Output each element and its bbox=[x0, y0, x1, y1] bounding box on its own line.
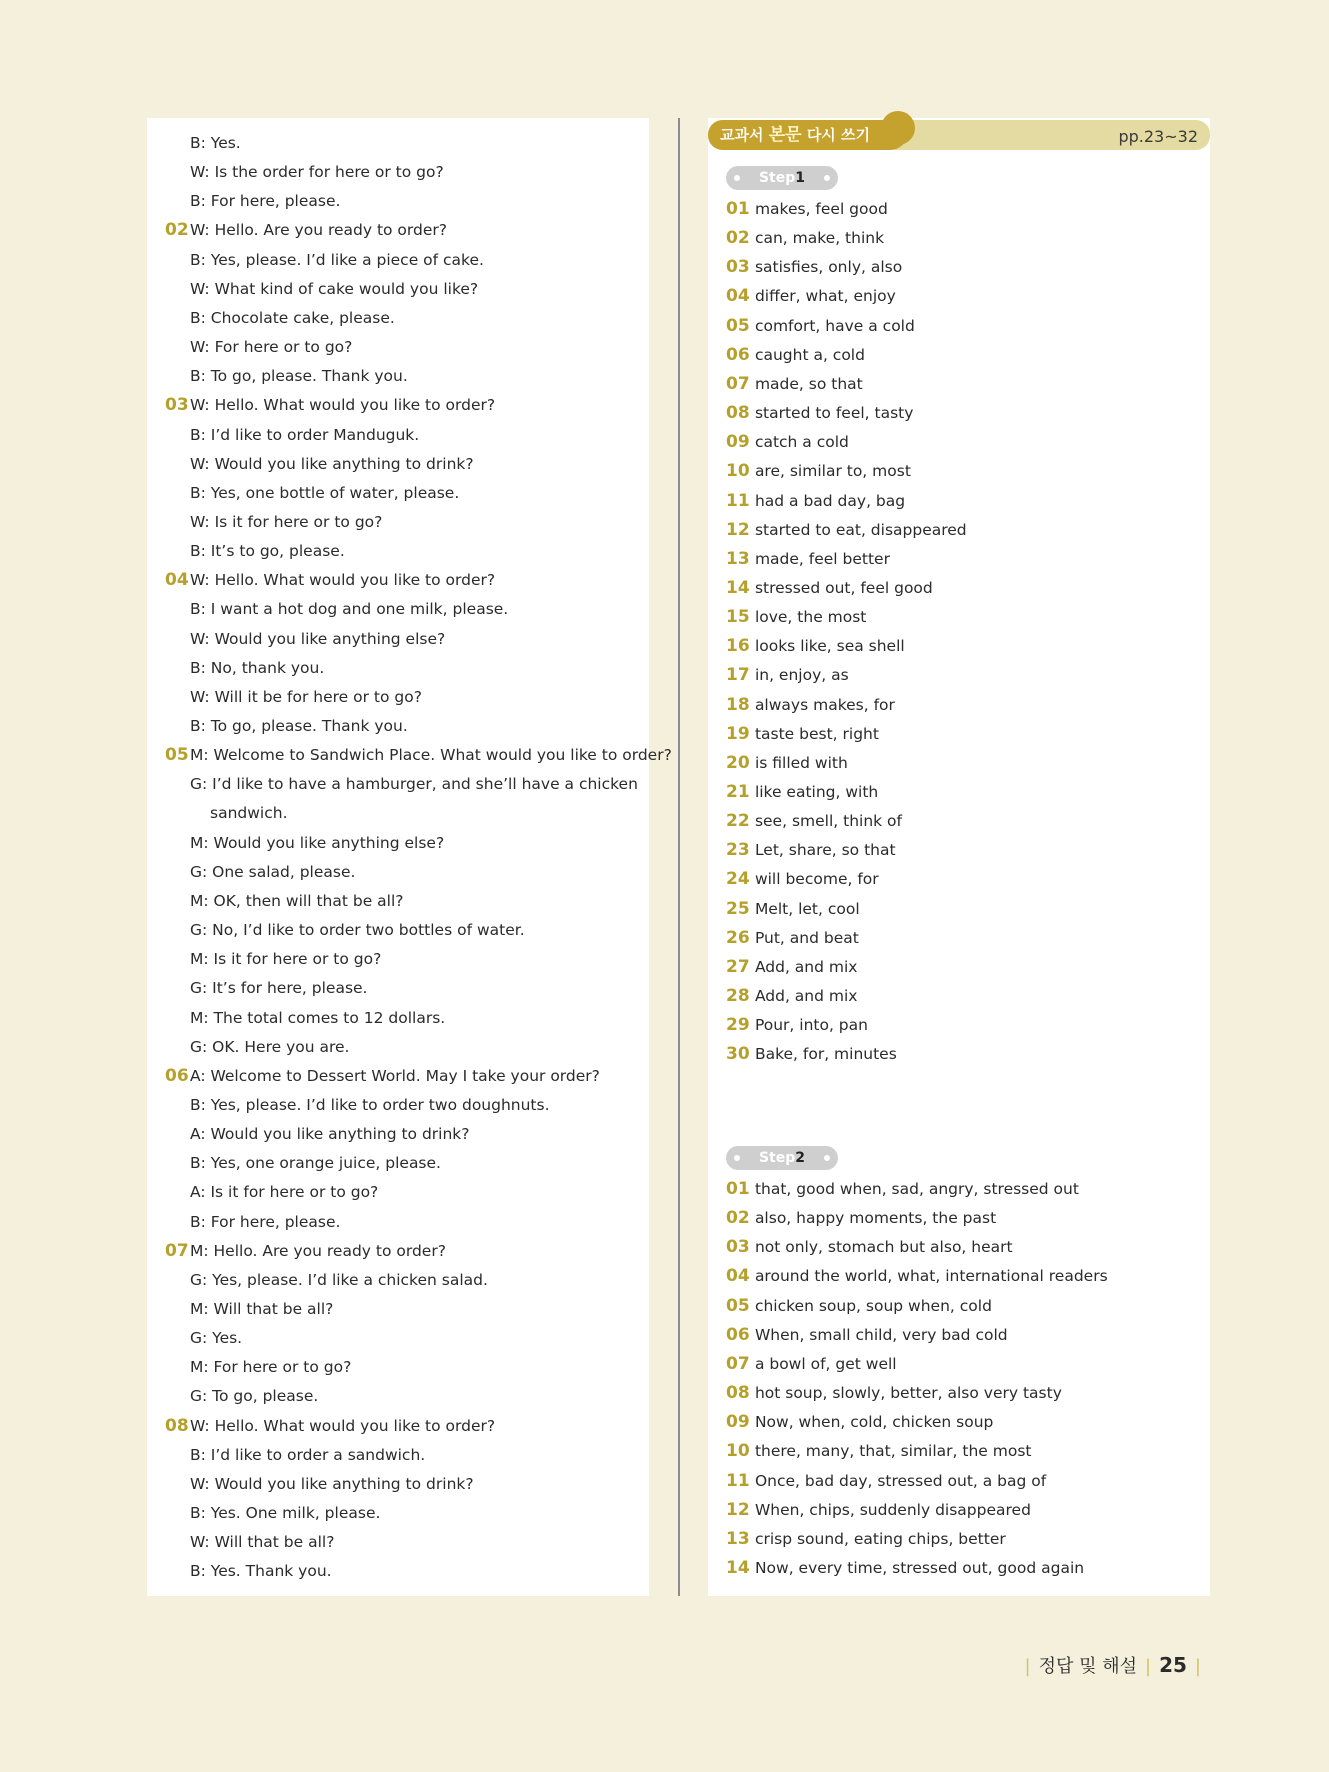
answer-item bbox=[726, 1499, 1031, 1521]
answer-text: looks like, sea shell bbox=[754, 637, 905, 656]
footer-divider: | bbox=[1024, 1656, 1031, 1677]
header-decoration-circle bbox=[881, 111, 915, 145]
question-number: 06 bbox=[165, 1065, 189, 1086]
script-line bbox=[190, 278, 478, 300]
answer-number: 09 bbox=[726, 432, 750, 453]
answer-text: is filled with bbox=[754, 753, 848, 772]
answer-number: 27 bbox=[726, 956, 750, 977]
script-text: B: Yes, please. I’d like a piece of cake. bbox=[190, 250, 484, 269]
answer-item bbox=[726, 460, 911, 482]
script-text: M: Hello. Are you ready to order? bbox=[190, 1241, 446, 1260]
answer-number: 11 bbox=[726, 490, 750, 511]
question-number: 04 bbox=[165, 570, 189, 591]
script-line bbox=[190, 1298, 333, 1320]
script-text: A: Welcome to Dessert World. May I take your order? bbox=[190, 1066, 600, 1085]
script-text: B: I’d like to order a sandwich. bbox=[190, 1445, 426, 1464]
script-text: M: OK, then will that be all? bbox=[190, 891, 404, 910]
answer-item bbox=[726, 694, 895, 716]
answer-text: that, good when, sad, angry, stressed out bbox=[754, 1180, 1079, 1198]
answer-number: 03 bbox=[726, 257, 750, 278]
answer-number: 01 bbox=[726, 199, 750, 219]
script-line bbox=[190, 832, 444, 854]
answer-text: Melt, let, cool bbox=[754, 899, 860, 918]
answer-item bbox=[726, 1557, 1084, 1579]
answer-item bbox=[726, 1382, 1062, 1404]
answer-text: caught a, cold bbox=[754, 345, 865, 364]
page-range: pp.23~32 bbox=[1118, 127, 1198, 146]
step-number: 1 bbox=[795, 170, 806, 186]
answer-text: a bowl of, get well bbox=[754, 1354, 897, 1373]
question-number: 02 bbox=[165, 220, 189, 241]
answer-text: Now, when, cold, chicken soup bbox=[754, 1413, 994, 1432]
answer-item bbox=[726, 1440, 1032, 1462]
answer-number: 04 bbox=[726, 286, 750, 307]
answer-number: 17 bbox=[726, 665, 750, 686]
answer-item bbox=[726, 1014, 868, 1036]
script-text: M: Would you like anything else? bbox=[190, 833, 445, 852]
script-line bbox=[190, 1036, 349, 1058]
answer-number: 09 bbox=[726, 1412, 750, 1433]
answer-text: chicken soup, soup when, cold bbox=[754, 1296, 992, 1315]
script-line bbox=[190, 1327, 242, 1349]
answer-item bbox=[726, 1043, 897, 1065]
answer-text: Let, share, so that bbox=[754, 841, 896, 860]
answer-number: 13 bbox=[726, 548, 750, 569]
script-text: G: It’s for here, please. bbox=[190, 979, 368, 998]
step-word: Step bbox=[758, 170, 796, 186]
script-line bbox=[190, 890, 404, 912]
script-text: B: Yes. bbox=[190, 134, 241, 152]
answer-text: there, many, that, similar, the most bbox=[754, 1442, 1032, 1461]
answer-number: 10 bbox=[726, 461, 750, 482]
answer-item bbox=[726, 198, 888, 220]
answer-text: catch a cold bbox=[754, 433, 849, 452]
script-line bbox=[190, 249, 484, 271]
script-line bbox=[190, 482, 459, 504]
answer-item bbox=[726, 868, 879, 890]
script-text: M: The total comes to 12 dollars. bbox=[190, 1008, 446, 1027]
answer-text: makes, feel good bbox=[754, 200, 888, 218]
answer-item bbox=[726, 344, 865, 366]
script-line bbox=[190, 161, 444, 183]
answer-text: Pour, into, pan bbox=[754, 1016, 868, 1035]
script-text: B: I want a hot dog and one milk, please. bbox=[190, 600, 509, 619]
script-text: M: Welcome to Sandwich Place. What would you like to order? bbox=[190, 746, 672, 765]
script-text: W: Is it for here or to go? bbox=[190, 512, 383, 531]
script-line bbox=[165, 1240, 446, 1262]
script-text: B: It’s to go, please. bbox=[190, 542, 345, 561]
footer-section-title: 정답 및 해설 bbox=[1038, 1656, 1137, 1677]
answer-text: can, make, think bbox=[754, 229, 885, 248]
answer-item bbox=[726, 227, 884, 249]
answer-text: always makes, for bbox=[754, 695, 895, 714]
answer-item bbox=[726, 1295, 992, 1317]
answer-text: differ, what, enjoy bbox=[754, 287, 896, 306]
answer-text: had a bad day, bag bbox=[754, 491, 906, 510]
script-text: W: Hello. What would you like to order? bbox=[190, 571, 496, 590]
answer-item bbox=[726, 1178, 1079, 1200]
answer-number: 03 bbox=[726, 1237, 750, 1258]
script-line bbox=[190, 628, 445, 650]
answer-item bbox=[726, 315, 915, 337]
answer-item bbox=[726, 285, 896, 307]
answer-item bbox=[726, 519, 967, 541]
script-line bbox=[190, 1211, 340, 1233]
script-text: G: I’d like to have a hamburger, and she’ll have a chicken bbox=[190, 775, 638, 794]
script-line bbox=[165, 219, 447, 241]
script-line bbox=[190, 919, 525, 941]
script-line bbox=[190, 1473, 474, 1495]
answer-item bbox=[726, 1353, 897, 1375]
answer-number: 12 bbox=[726, 1499, 750, 1520]
answer-number: 28 bbox=[726, 986, 750, 1007]
answer-text: crisp sound, eating chips, better bbox=[754, 1529, 1006, 1548]
answer-text: in, enjoy, as bbox=[754, 666, 849, 685]
script-line bbox=[190, 1531, 334, 1553]
answer-item bbox=[726, 490, 905, 512]
script-text: B: Yes. Thank you. bbox=[190, 1562, 332, 1581]
answer-number: 13 bbox=[726, 1528, 750, 1549]
script-line bbox=[165, 569, 496, 591]
script-text: B: Yes, one orange juice, please. bbox=[190, 1154, 441, 1173]
answer-number: 30 bbox=[726, 1044, 750, 1065]
answer-text: satisfies, only, also bbox=[754, 258, 903, 277]
script-text: B: Chocolate cake, please. bbox=[190, 308, 395, 327]
answer-text: like eating, with bbox=[754, 783, 879, 801]
answer-text: Put, and beat bbox=[754, 928, 859, 947]
answer-number: 29 bbox=[726, 1015, 750, 1036]
script-line bbox=[190, 1123, 470, 1145]
answer-number: 19 bbox=[726, 723, 750, 744]
answer-number: 06 bbox=[726, 344, 750, 365]
answer-number: 02 bbox=[726, 1208, 750, 1229]
script-text: W: For here or to go? bbox=[190, 338, 353, 357]
script-text: B: Yes. One milk, please. bbox=[190, 1504, 381, 1523]
answer-text: comfort, have a cold bbox=[754, 316, 915, 335]
answer-item bbox=[726, 956, 857, 978]
script-text: B: Yes, one bottle of water, please. bbox=[190, 483, 460, 502]
script-text: sandwich. bbox=[210, 804, 288, 823]
section-title bbox=[720, 124, 870, 146]
answer-number: 07 bbox=[726, 373, 750, 394]
answer-text: Once, bad day, stressed out, a bag of bbox=[754, 1471, 1047, 1490]
answer-item bbox=[726, 752, 848, 774]
script-line bbox=[190, 424, 419, 446]
answer-text: When, small child, very bad cold bbox=[754, 1325, 1008, 1344]
script-text: B: I’d like to order Manduguk. bbox=[190, 425, 420, 444]
answer-text: made, so that bbox=[754, 374, 863, 393]
answer-item bbox=[726, 1265, 1108, 1287]
script-line bbox=[190, 977, 367, 999]
answer-item bbox=[726, 810, 902, 832]
answer-item bbox=[726, 1411, 993, 1433]
footer-divider: | bbox=[1194, 1656, 1201, 1677]
answer-item bbox=[726, 898, 860, 920]
script-text: B: Yes, please. I’d like to order two doughnuts. bbox=[190, 1095, 550, 1114]
script-text: W: Is the order for here or to go? bbox=[190, 163, 444, 182]
script-text: W: What kind of cake would you like? bbox=[190, 279, 479, 298]
answer-number: 21 bbox=[726, 782, 750, 802]
script-text: W: Would you like anything to drink? bbox=[190, 454, 474, 473]
answer-item bbox=[726, 635, 905, 657]
answer-item bbox=[726, 431, 849, 453]
script-line bbox=[190, 453, 474, 475]
answer-number: 10 bbox=[726, 1441, 750, 1462]
script-line bbox=[190, 598, 508, 620]
answer-number: 18 bbox=[726, 694, 750, 715]
answer-number: 14 bbox=[726, 577, 750, 598]
answer-text: Add, and mix bbox=[754, 957, 858, 976]
script-line bbox=[190, 1356, 351, 1378]
script-text: A: Would you like anything to drink? bbox=[190, 1125, 470, 1144]
script-line bbox=[190, 307, 395, 329]
script-line bbox=[165, 744, 672, 766]
answer-item bbox=[726, 577, 933, 599]
question-number: 08 bbox=[165, 1415, 189, 1436]
answer-text: When, chips, suddenly disappeared bbox=[754, 1500, 1031, 1519]
answer-number: 14 bbox=[726, 1557, 750, 1578]
answer-text: not only, stomach but also, heart bbox=[754, 1238, 1013, 1257]
script-line bbox=[190, 773, 638, 795]
script-text: M: Will that be all? bbox=[190, 1300, 334, 1318]
answer-text: will become, for bbox=[754, 870, 879, 889]
answer-number: 22 bbox=[726, 811, 750, 832]
script-text: M: For here or to go? bbox=[190, 1358, 352, 1377]
script-line bbox=[190, 1269, 488, 1291]
answer-item bbox=[726, 723, 879, 745]
script-line bbox=[190, 365, 408, 387]
script-line bbox=[210, 802, 288, 824]
answer-text: taste best, right bbox=[754, 724, 879, 743]
question-number: 07 bbox=[165, 1240, 189, 1261]
section-title-part1: 교과서 bbox=[720, 126, 764, 144]
page-footer bbox=[1017, 1652, 1209, 1680]
script-text: W: Would you like anything to drink? bbox=[190, 1474, 474, 1493]
answer-text: stressed out, feel good bbox=[754, 578, 933, 597]
answer-number: 20 bbox=[726, 752, 750, 773]
answer-item bbox=[726, 402, 913, 424]
answer-number: 05 bbox=[726, 1295, 750, 1316]
script-text: W: Will that be all? bbox=[190, 1533, 335, 1552]
script-line bbox=[190, 1007, 445, 1029]
answer-number: 02 bbox=[726, 228, 750, 249]
answer-text: around the world, what, international readers bbox=[754, 1267, 1108, 1286]
script-line bbox=[190, 657, 324, 679]
question-number: 05 bbox=[165, 745, 189, 766]
answer-item bbox=[726, 606, 866, 628]
answer-number: 12 bbox=[726, 519, 750, 540]
script-text: B: No, thank you. bbox=[190, 658, 325, 677]
answer-item bbox=[726, 664, 849, 686]
script-line bbox=[190, 336, 352, 358]
answer-text: hot soup, slowly, better, also very tasty bbox=[754, 1384, 1062, 1403]
question-number: 03 bbox=[165, 395, 189, 416]
answer-number: 07 bbox=[726, 1353, 750, 1374]
script-line bbox=[190, 1560, 332, 1582]
script-text: W: Will it be for here or to go? bbox=[190, 687, 422, 706]
script-text: G: Yes, please. I’d like a chicken salad. bbox=[190, 1270, 488, 1289]
answer-number: 26 bbox=[726, 927, 750, 948]
script-line bbox=[190, 1094, 550, 1116]
script-line bbox=[190, 1181, 378, 1203]
script-text: W: Hello. What would you like to order? bbox=[190, 396, 496, 415]
script-line bbox=[190, 1152, 441, 1174]
answer-number: 24 bbox=[726, 869, 750, 890]
answer-item bbox=[726, 1324, 1008, 1346]
answer-item bbox=[726, 839, 896, 861]
script-text: B: For here, please. bbox=[190, 192, 341, 211]
answer-item bbox=[726, 1528, 1006, 1550]
step-1-badge bbox=[726, 166, 838, 190]
step-2-label bbox=[726, 1147, 838, 1169]
answer-text: love, the most bbox=[754, 608, 867, 627]
answer-item bbox=[726, 781, 878, 803]
script-text: G: To go, please. bbox=[190, 1387, 319, 1406]
script-line bbox=[190, 511, 382, 533]
answer-text: see, smell, think of bbox=[754, 812, 902, 831]
script-text: A: Is it for here or to go? bbox=[190, 1183, 379, 1202]
section-title-emphasis: 본문 bbox=[768, 125, 802, 145]
script-text: W: Hello. What would you like to order? bbox=[190, 1416, 496, 1435]
script-line bbox=[190, 1502, 380, 1524]
script-text: W: Hello. Are you ready to order? bbox=[190, 221, 447, 240]
column-divider bbox=[678, 118, 680, 1596]
script-text: M: Is it for here or to go? bbox=[190, 950, 382, 969]
script-line bbox=[190, 190, 340, 212]
answer-item bbox=[726, 256, 902, 278]
answer-number: 06 bbox=[726, 1324, 750, 1345]
script-line bbox=[190, 715, 408, 737]
answer-number: 05 bbox=[726, 315, 750, 336]
answer-item bbox=[726, 985, 857, 1007]
answer-text: Now, every time, stressed out, good again bbox=[754, 1558, 1085, 1577]
script-line bbox=[165, 394, 496, 416]
script-line bbox=[190, 1385, 318, 1407]
step-1-label bbox=[726, 167, 838, 189]
step-number: 2 bbox=[795, 1150, 806, 1166]
answer-number: 01 bbox=[726, 1179, 750, 1199]
answer-text: Add, and mix bbox=[754, 987, 858, 1006]
answer-text: started to eat, disappeared bbox=[754, 520, 967, 539]
step-word: Step bbox=[758, 1150, 796, 1166]
answer-item bbox=[726, 548, 890, 570]
answer-text: Bake, for, minutes bbox=[754, 1045, 897, 1064]
script-line bbox=[165, 1415, 496, 1437]
answer-item bbox=[726, 1207, 996, 1229]
script-text: W: Would you like anything else? bbox=[190, 629, 446, 648]
script-line bbox=[190, 948, 381, 970]
answer-number: 23 bbox=[726, 840, 750, 861]
answer-text: also, happy moments, the past bbox=[754, 1209, 997, 1228]
script-text: B: For here, please. bbox=[190, 1212, 341, 1231]
answer-number: 08 bbox=[726, 403, 750, 424]
answer-number: 04 bbox=[726, 1266, 750, 1287]
answer-item bbox=[726, 373, 863, 395]
script-text: G: No, I’d like to order two bottles of water. bbox=[190, 921, 525, 940]
answer-item bbox=[726, 1236, 1013, 1258]
script-text: G: OK. Here you are. bbox=[190, 1037, 350, 1056]
section-title-part2: 다시 쓰기 bbox=[806, 126, 870, 144]
script-text: G: One salad, please. bbox=[190, 862, 356, 881]
answer-text: made, feel better bbox=[754, 549, 890, 568]
script-line bbox=[165, 1065, 600, 1087]
answer-text: are, similar to, most bbox=[754, 462, 911, 481]
step-2-badge bbox=[726, 1146, 838, 1170]
page-number: 25 bbox=[1159, 1653, 1187, 1677]
script-text: B: To go, please. Thank you. bbox=[190, 717, 408, 735]
answer-item bbox=[726, 927, 859, 949]
script-text: G: Yes. bbox=[190, 1329, 243, 1348]
answer-number: 15 bbox=[726, 607, 750, 628]
script-line bbox=[190, 540, 345, 562]
script-text: B: To go, please. Thank you. bbox=[190, 367, 408, 386]
answer-number: 11 bbox=[726, 1470, 750, 1491]
answer-number: 25 bbox=[726, 898, 750, 919]
answer-number: 08 bbox=[726, 1383, 750, 1404]
footer-divider: | bbox=[1145, 1656, 1152, 1677]
answer-number: 16 bbox=[726, 636, 750, 657]
script-line bbox=[190, 132, 241, 154]
script-line bbox=[190, 686, 422, 708]
answer-item bbox=[726, 1470, 1046, 1492]
answer-text: started to feel, tasty bbox=[754, 404, 914, 423]
script-line bbox=[190, 1444, 425, 1466]
script-line bbox=[190, 861, 355, 883]
